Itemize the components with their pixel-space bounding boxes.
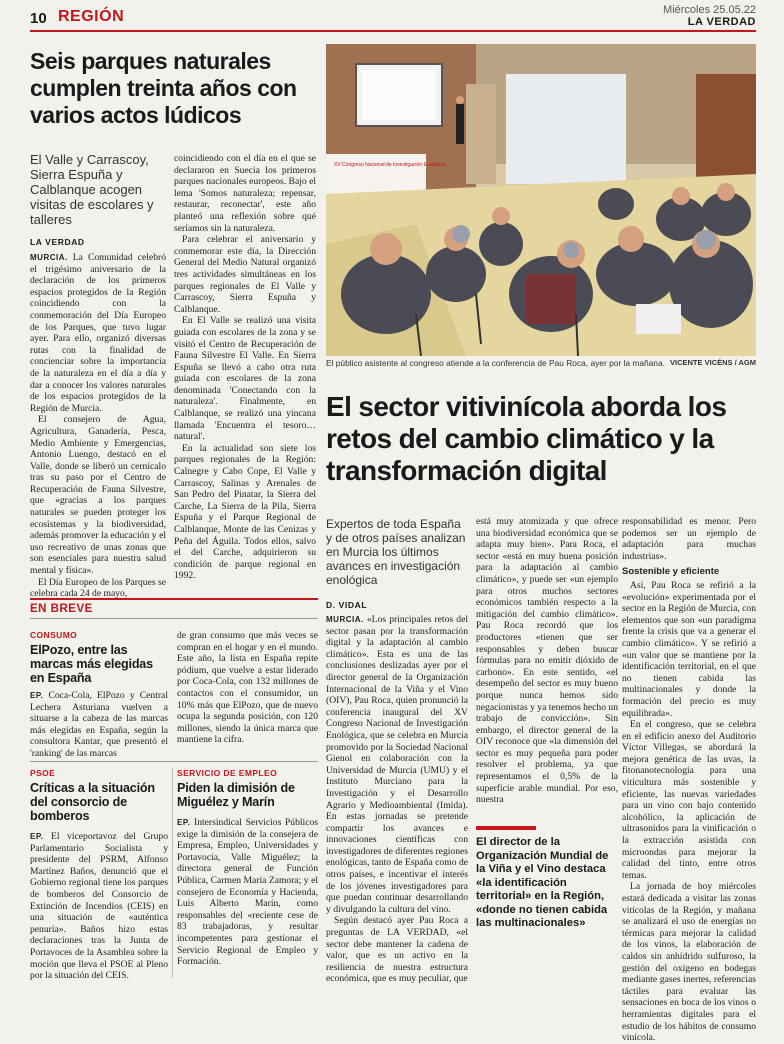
brief-title: Críticas a la situación del consorcio de bomberos: [30, 781, 155, 823]
brief-tag: CONSUMO: [30, 630, 78, 640]
article1-column-2: [174, 153, 316, 582]
article2-paragraph: «Los principales retos del sector pasan por la transformación digital y la adaptación al cambio climático». Esta es una de las conclusiones deslizadas ayer por el director general de la Organización Internacional de la Viña y el Vino (OIV), Pau Roca, quien pronunció la conferencia inaugural del XV Congreso Nacional de Investigación Enológica, que se celebra en Murcia promovido por la Sociedad Nacional Gienol en colaboración con la Universidad de Murcia (UMU) y el Instituto Murciano para la Investigación y el Desarrollo Agrario y Medioambiental (Imida). En estas jornadas se pretende compartir los avances e innovaciones científicas con investigadores de diferentes regiones enológicas, tanto de España como de otros países, e incentivar el interés de los jóvenes investigadores para que puedan continuar desarrollando y divulgando la cultura del vino.: [326, 614, 468, 915]
article2-subheadline: Expertos de toda España y de otros países analizan en Murcia los últimos avances en investigación enológica: [326, 517, 466, 587]
article1-paragraph: La Comunidad celebró el trigésimo aniversario de la declaración de los primeros espacios protegidos de la Región coincidiendo con la conmemoración del Día Europeo de los Parques, que tuvo lugar ayer. Para ello, organizó diversas rutas con la finalidad de concienciar sobre la importancia de la naturaleza en el día a día y dar a conocer los valores naturales de los espacios protegidos de la Región de Murcia.: [30, 252, 166, 414]
photo-credit: VICENTE VICÉNS / AGM: [670, 358, 756, 367]
brief-dateline: EP.: [30, 832, 44, 841]
pull-quote-text: El director de la Organización Mundial de la Viña y el Vino destaca «la identificación territorial» en la Región, «donde no tienen cabida las multinacionales»: [476, 836, 609, 929]
brief-title: ElPozo, entre las marcas más elegidas en España: [30, 643, 153, 685]
article2-dateline: MURCIA.: [326, 615, 364, 624]
article2-column-3: [622, 516, 756, 1044]
brief-item-psoe: [30, 768, 168, 982]
article2-byline: D. VIDAL: [326, 600, 368, 610]
article1-paragraph: coincidiendo con el día en el que se declararon en Suecia los primeros parques nacionales europeos. Bajo el lema 'Somos naturaleza; repensar, restaurar, reconectar', este año planteó una reflexión sobre qué seríamos sin la naturaleza.: [174, 153, 316, 234]
brief-text: Coca-Cola, ElPozo y Central Lechera Asturiana vuelven a situarse a la cabeza de las marcas más elegidas en España, según la consultora Kantar, que presentó el 'ranking' de las marcas: [30, 690, 168, 759]
article1-byline: LA VERDAD: [30, 237, 85, 247]
article1-paragraph: Para celebrar el aniversario y conmemorar este día, la Dirección General del Medio Natural organizó tres actividades simultáneas en los parques regionales de El Valle y Carrascoy, Sierra Espuña y Calblanque.: [174, 234, 316, 315]
issue-date: Miércoles 25.05.22: [663, 4, 756, 16]
article1-paragraph: En El Valle se realizó una visita guiada con escolares de la zona y se visitó el Centro de Recuperación de Fauna Silvestre El Valle. En Sierra Espuña se llevó a cabo otra ruta guiada con escolares de la zona denominada 'Conectando con la naturaleza'. Finalmente, en Calblanque, se realizó una yincana llamada 'Encuentra el tesoro… natural'.: [174, 315, 316, 443]
section-name: REGIÓN: [58, 8, 125, 25]
article1-dateline: MURCIA.: [30, 253, 68, 262]
brief-title: Piden la dimisión de Miguélez y Marín: [177, 781, 295, 809]
article2-column-1: [326, 614, 468, 985]
pull-quote: [476, 826, 614, 931]
article1-paragraph: El Día Europeo de los Parques se celebra cada 24 de mayo,: [30, 576, 166, 600]
brief-dateline: EP.: [177, 818, 191, 827]
brief-text: Intersindical Servicios Públicos exige la dimisión de la consejera de Empresa, Empleo, Universidades y Portavocía, Valle Miguélez; la directora general de Función Pública, Carmen María Zamora; y el consejero de Economía y Hacienda, Luis Alberto Marín, como responsables del «reciente cese de 83 trabajadoras, y resultar incompetentes para gestionar el Servicio Regional de Empleo y Formación.: [177, 817, 318, 968]
brief-text: de gran consumo que más veces se compran en el hogar y en el mundo. Este año, la lista en España repite pódium, que vuelve a estar liderado por Coca-Cola, con 132 millones de contactos con el consumidor, un 10% más que ElPozo, que de nuevo ocupa la segunda posición, con 120 millones, siendo la única marca que mantiene la cifra.: [177, 630, 318, 746]
article1-paragraph: El consejero de Agua, Agricultura, Ganadería, Pesca, Medio Ambiente y Emergencias, Antonio Luengo, destacó en el Valle, donde se liberó un cernícalo tras su paso por el Centro de Recuperación de Fauna Silvestre, que «gracias a los parques naturales se pueden proteger los ecosistemas y la biodiversidad, además promover la educación y el uso recreativo de unas zonas que son esenciales para nuestra salud mental y física».: [30, 414, 166, 577]
brief-item-servicio-empleo: [177, 768, 318, 968]
briefs-header: EN BREVE: [30, 598, 318, 615]
pull-quote-bar: [476, 826, 536, 830]
page-header: [30, 4, 756, 32]
article1-subheadline: El Valle y Carrascoy, Sierra Espuña y Calblanque acogen visitas de escolares y talleres: [30, 152, 154, 227]
article2-paragraph: está muy atomizada y que ofrece una biodiversidad económica que se adapta muy bien». Para Roca, el sector «está en muy buena posición para la adaptación al cambio climático», y puede ser «un ejemplo para otros muchos sectores económicos también respecto a la mitigación del cambio climático». Pau Roca recordó que los productores «tienen que ser responsables y deben buscar fórmulas para no emitir dióxido de carbono». En este sentido, «el desempeño del sector es muy bueno porque nunca hemos sido negacionistas y ya tenemos hecho un trabajo de convicción». Sin embargo, el director general de la OIV reconoce que «la dimensión del sector es muy pequeña para poder resolver el problema, ya que representamos el 0,5% de la superficie arable mundial. Por eso, nuestra: [476, 516, 618, 806]
article2-headline: El sector vitivinícola aborda los retos del cambio climático y la transformación digital: [326, 391, 727, 486]
briefs-column-separator: [172, 768, 173, 978]
article1-headline: Seis parques naturales cumplen treinta años con varios actos lúdicos: [30, 48, 297, 128]
brief-text: El viceportavoz del Grupo Parlamentario Socialista y presidente del PSRM, Alfonso Martínez Baños, denunció que el Gobierno regional tiene los parques de bomberos del Consorcio de Extinción de Incendios (CEIS) en una situación de «auténtica penuria». Baños hizo estas declaraciones tras la Junta de Portavoces de la Asamblea sobre la moción que lleva el PSOE al Pleno por la situación del CEIS.: [30, 831, 168, 982]
briefs-divider: [30, 618, 318, 619]
article2-column-2: [476, 516, 618, 806]
article2-paragraph: La jornada de hoy miércoles estará dedicada a visitar las zonas vitícolas de la Región, y mañana se analizará el uso de energías no térmicas para mejorar la calidad de los vinos, la elaboración de caldos sin anhídrido sulfuroso, la gestión del oxígeno en bodegas mediante gases inertes, referencias táctiles para evaluar las sensaciones en boca de los vinos o herramientas digitales para el estudio de los hábitos de consumo vinícola.: [622, 881, 756, 1044]
photo-caption: El público asistente al congreso atiende a la conferencia de Pau Roca, ayer por la mañana.: [326, 358, 665, 368]
brief-tag: SERVICIO DE EMPLEO: [177, 768, 278, 778]
article2-paragraph: Así, Pau Roca se refirió a la «evolución» experimentada por el sector en la Región de Murcia, con elementos que son «un paradigma frente la crisis que va a generar el cambio climático». Y se refirió a «un valor que se mantiene por la identificación territorial, en el que no tienen cabida las multinacionales y donde la formación del precio es muy equilibrada».: [622, 579, 756, 719]
brief-dateline: EP.: [30, 691, 44, 700]
newspaper-name: LA VERDAD: [687, 16, 756, 28]
brief-item-consumo-continued: [177, 630, 318, 746]
article2-paragraph: responsabilidad es menor. Pero podemos ser un ejemplo de adaptación para muchas industrias».: [622, 516, 756, 562]
briefs-separator: [30, 761, 318, 762]
article1-column-1: [30, 252, 166, 600]
banner-text: XV Congreso Nacional de Investigación Enológica: [334, 162, 446, 168]
article2-subhead: Sostenible y eficiente: [622, 566, 720, 578]
article1-paragraph: En la actualidad son siete los parques regionales de la Región: Calnegre y Cabo Cope, El Valle y Carrascoy, Salinas y Arenales de San Pedro del Pinatar, la Sierra del Carche, La Sierra de la Pila, Sierra Espuña y el Parque Regional de Calblanque, Monte de las Cenizas y Peña del Águila. Todos ellos, salvo el del Carche, adquirieron su condición de parque regional en 1992.: [174, 442, 316, 582]
article2-paragraph: En el congreso, que se celebra en el edificio anexo del Auditorio Víctor Villegas, se abordará la mejora genética de las uvas, la fitonanotecnología para una viticultura más sostenible y eficiente, las nuevas variedades para un vino con bajo contenido alcohólico, la aplicación de ultrasonidos para la vinificación o la extracción asistida con microondas para mejorar la calidad del tinto, entre otros temas.: [622, 719, 756, 881]
page-number: 10: [30, 10, 47, 27]
brief-item-consumo: [30, 630, 168, 760]
brief-tag: PSOE: [30, 768, 56, 778]
article2-paragraph: Según destacó ayer Pau Roca a preguntas de LA VERDAD, «el sector debe mantener la cadena de valor, que es un activo en la resiliencia de nuestra estructura económica, que es muy peculiar, que: [326, 915, 468, 985]
conference-photo: [326, 44, 756, 356]
